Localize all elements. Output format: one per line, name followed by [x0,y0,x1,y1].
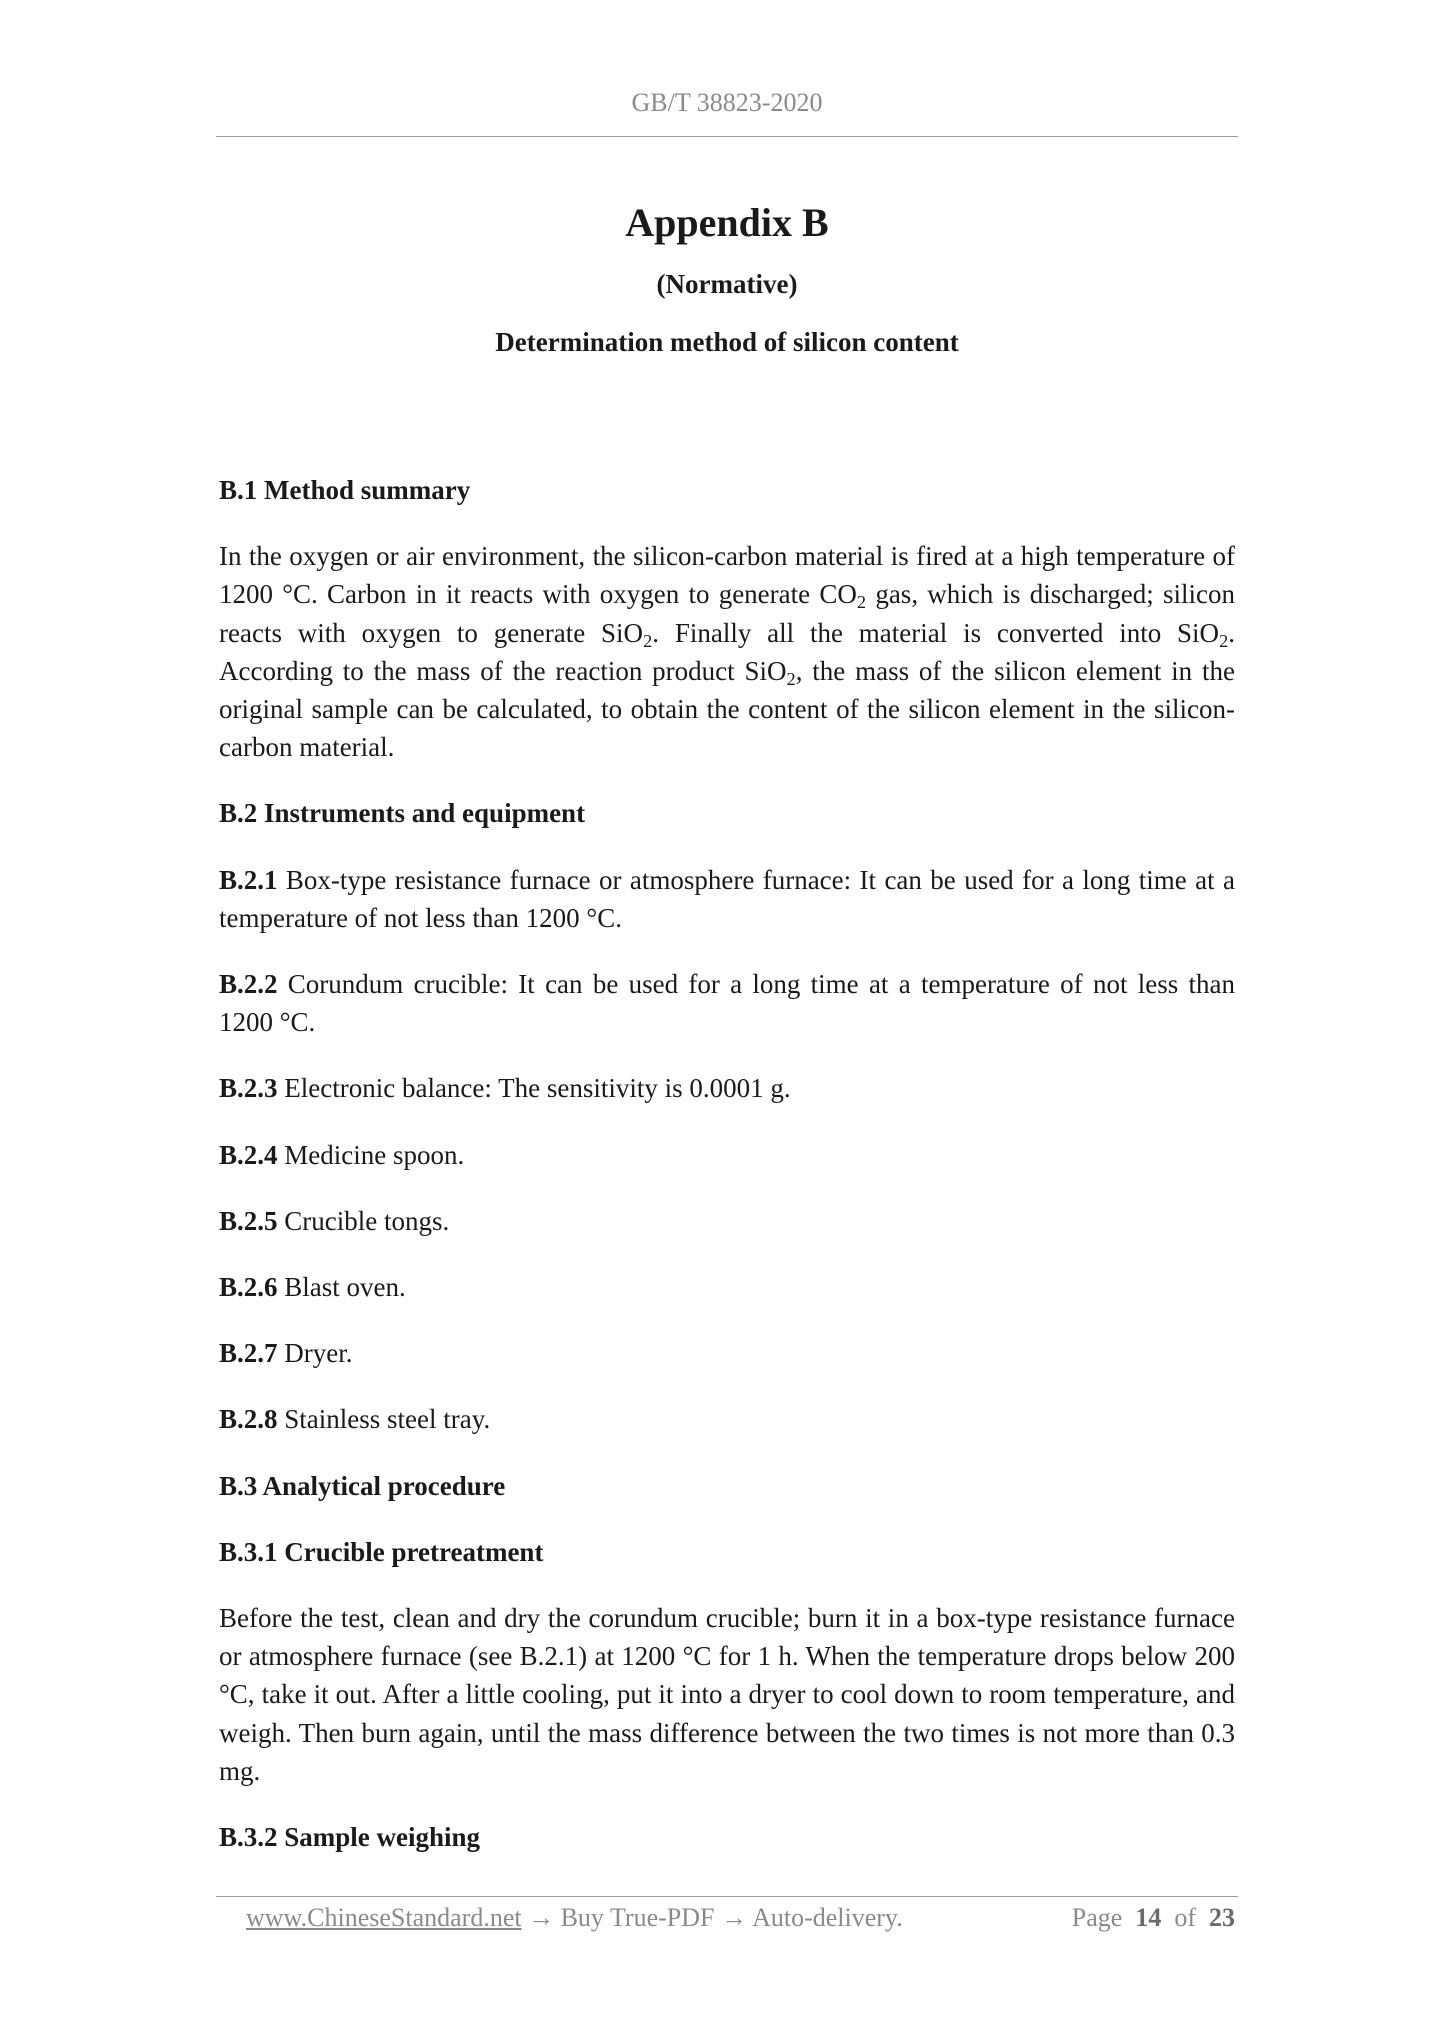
clause-b2-3 [219,1069,1235,1107]
subsection-heading-b3-2: B.3.2 Sample weighing [219,1822,481,1853]
clause-text: Stainless steel tray. [277,1404,491,1435]
clause-b2-1 [219,861,1235,937]
page-label: Page [1071,1903,1123,1932]
clause-text: Corundum crucible: It can be used for a long time at a temperature of not less than 1200 °C. [219,969,1235,1038]
footer-promo [246,1898,903,1938]
clause-text: Medicine spoon. [277,1139,465,1170]
clause-b2-6 [219,1268,1235,1306]
section-heading-b1: B.1 Method summary [219,475,471,505]
page-indicator [1072,1898,1235,1938]
arrow-icon: → [521,1903,561,1932]
clause-number: B.2.8 [219,1404,278,1435]
text-run: In the oxygen or air environment, the silicon-carbon material is fired at a high temperature of 1200 °C. Carbon in it reacts with oxygen to generate CO [219,541,1235,610]
clause-b2-7 [219,1334,1235,1372]
subscript: 2 [1219,630,1229,651]
website-link[interactable]: www.ChineseStandard.net [246,1903,522,1932]
clause-number: B.2.2 [219,969,278,1000]
buy-text: Buy True-PDF [560,1903,715,1932]
clause-number: B.2.5 [219,1205,278,1236]
clause-number: B.2.7 [219,1338,278,1369]
paragraph-b1 [219,537,1235,766]
arrow-icon: → [714,1903,753,1932]
document-body [219,471,1235,1884]
text-run: , the mass of the silicon element in the original sample can be calculated, to obtain the content of the silicon element in the silicon-carbon material. [219,655,1235,763]
subsection-heading-b3-1: B.3.1 Crucible pretreatment [219,1536,544,1567]
delivery-text: Auto-delivery. [752,1903,903,1932]
clause-b2-5 [219,1202,1235,1240]
of-label: of [1174,1903,1196,1932]
header-divider [216,136,1238,137]
clause-number: B.2.3 [219,1073,278,1104]
subscript: 2 [856,592,867,613]
page-total: 23 [1209,1903,1235,1932]
text-run: . According to the mass of the reaction product SiO [219,617,1235,686]
section-heading-b3: B.3 Analytical procedure [219,1470,506,1501]
running-header: GB/T 38823-2020 [631,88,823,117]
clause-text: Blast oven. [277,1272,406,1303]
page-number: 14 [1135,1903,1162,1932]
section-heading-b2: B.2 Instruments and equipment [219,798,586,829]
paragraph-b3-1: Before the test, clean and dry the corundum crucible; burn it in a box-type resistance furnace or atmosphere furnace (see B.2.1) at 1200 °C for 1 h. When the temperature drops below 200 °C, take it out. After a little cooling, put it into a dryer to cool down to room temperature, and weigh. Then burn again, until the mass difference between the two times is not more than 0.3 mg. [219,1603,1235,1786]
appendix-title-block [216,196,1238,360]
text-run: gas, which is discharged; silicon reacts with oxygen to generate SiO [219,579,1236,648]
clause-b2-8 [219,1400,1235,1438]
clause-number: B.2.4 [219,1139,278,1170]
clause-text: Box-type resistance furnace or atmosphere furnace: It can be used for a long time at a temperature of not less than 1200 °C. [219,864,1235,933]
clause-number: B.2.1 [219,864,278,895]
appendix-type: (Normative) [656,269,798,299]
clause-b2-4 [219,1136,1235,1174]
clause-b2-2 [219,965,1235,1041]
footer-divider [216,1896,1238,1897]
subscript: 2 [786,668,796,689]
appendix-title: Appendix B [625,200,829,245]
subscript: 2 [643,630,653,651]
clause-text: Electronic balance: The sensitivity is 0.0001 g. [277,1073,791,1104]
appendix-name: Determination method of silicon content [495,327,959,357]
clause-number: B.2.6 [219,1272,278,1303]
clause-text: Crucible tongs. [277,1205,450,1236]
text-run: . Finally all the material is converted into SiO [652,617,1220,648]
clause-text: Dryer. [277,1338,353,1369]
